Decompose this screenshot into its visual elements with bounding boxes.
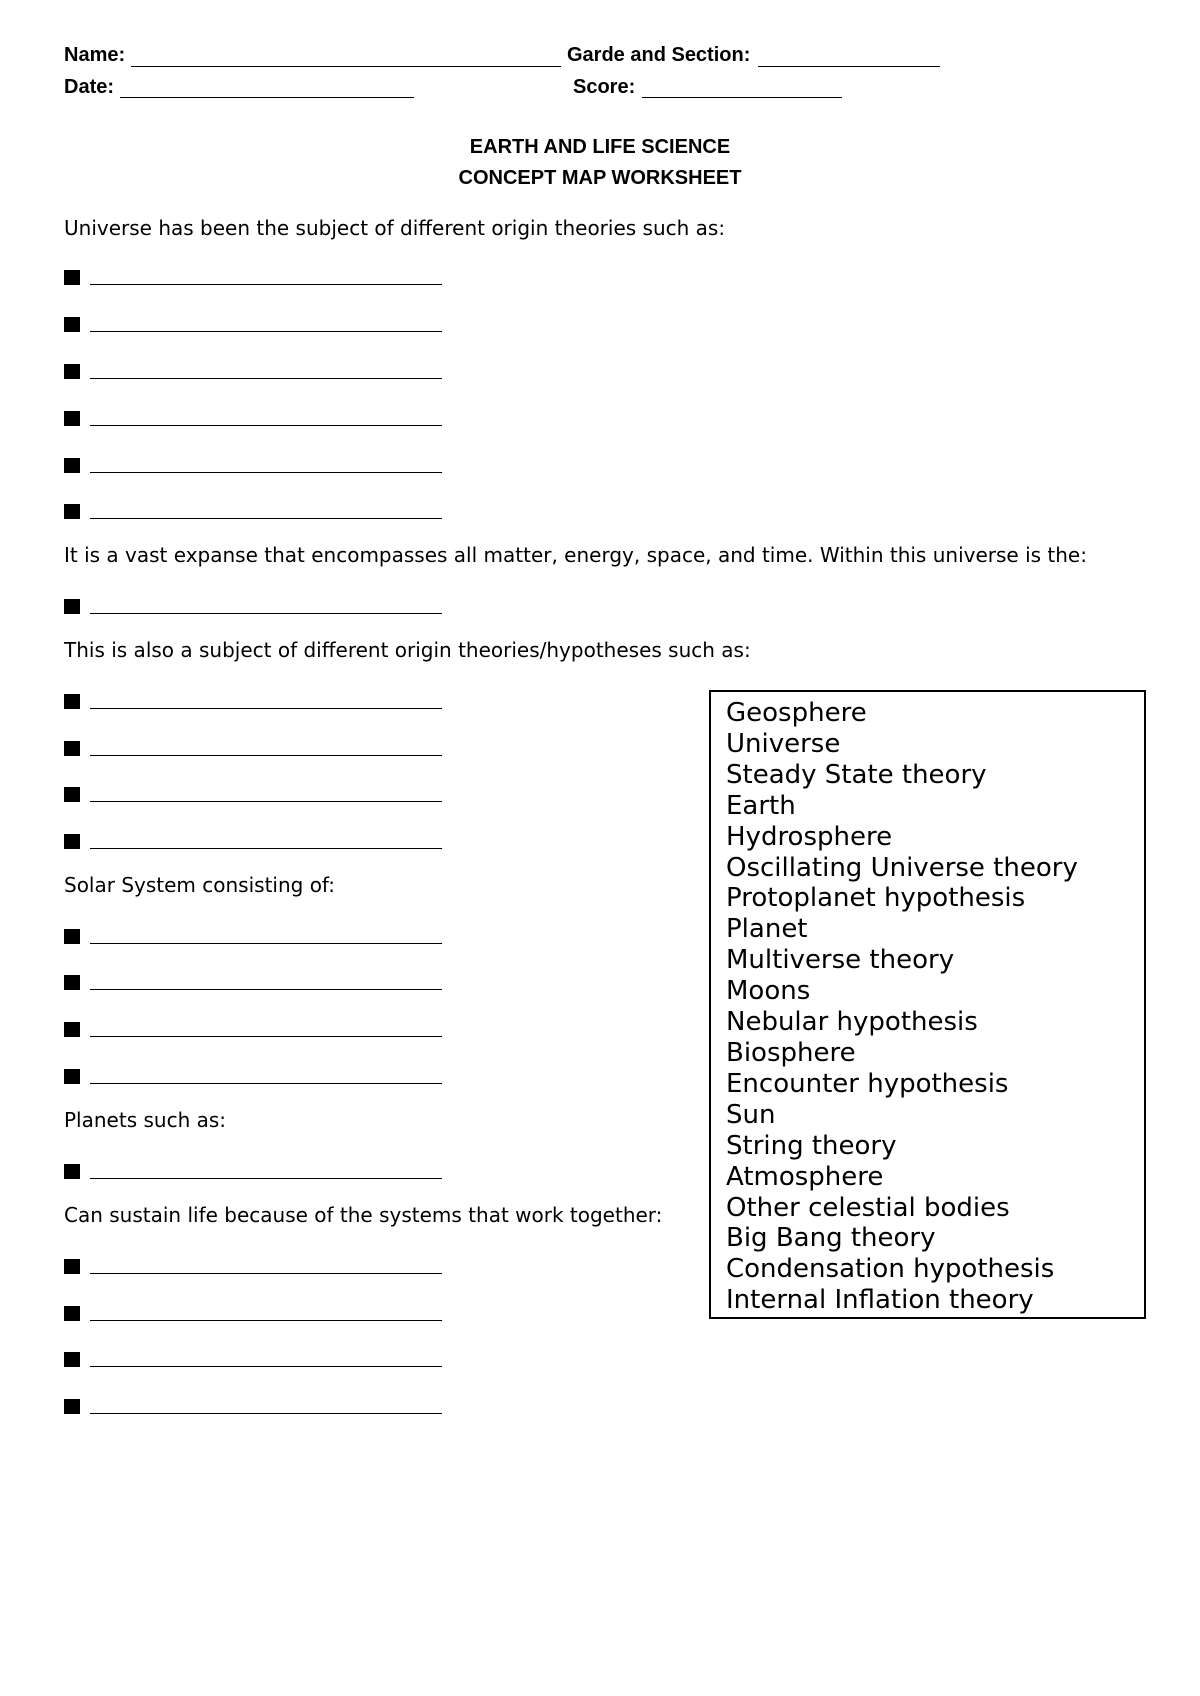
answer-row [64,313,444,337]
answer-blank[interactable] [90,848,442,849]
prompt-earth-systems: Can sustain life because of the systems that work together: [64,1203,663,1227]
word-bank-box [709,690,1146,1319]
answer-blank[interactable] [90,472,442,473]
word-bank-item: Condensation hypothesis [726,1254,1055,1285]
answer-blank[interactable] [90,943,442,944]
square-bullet-icon [64,270,80,285]
name-field[interactable] [131,66,561,67]
answer-row [64,500,444,524]
square-bullet-icon [64,1399,80,1414]
answer-row [64,1065,444,1089]
square-bullet-icon [64,599,80,614]
answer-blank[interactable] [90,284,442,285]
prompt-universe-contains: It is a vast expanse that encompasses all matter, energy, space, and time. Within this universe is the: [64,543,1087,567]
square-bullet-icon [64,694,80,709]
square-bullet-icon [64,1164,80,1179]
word-bank-item: Moons [726,976,811,1007]
answer-row [64,1348,444,1372]
word-bank-item: Protoplanet hypothesis [726,883,1026,914]
word-bank-item: Planet [726,914,808,945]
answer-row [64,1302,444,1326]
square-bullet-icon [64,834,80,849]
answer-blank[interactable] [90,613,442,614]
worksheet-title-line2: CONCEPT MAP WORKSHEET [458,167,742,189]
answer-blank[interactable] [90,989,442,990]
answer-blank[interactable] [90,518,442,519]
word-bank-item: Geosphere [726,698,867,728]
answer-row [64,783,444,807]
answer-row [64,1018,444,1042]
answer-blank[interactable] [90,801,442,802]
square-bullet-icon [64,929,80,944]
answer-row [64,360,444,384]
word-bank-item: Other celestial bodies [726,1192,1010,1223]
prompt-solar-system: Solar System consisting of: [64,873,335,897]
answer-blank[interactable] [90,755,442,756]
date-field[interactable] [120,97,414,98]
word-bank-item: Multiverse theory [726,945,955,976]
answer-row [64,971,444,995]
square-bullet-icon [64,741,80,756]
word-bank-item: Universe [726,728,841,759]
square-bullet-icon [64,1022,80,1037]
square-bullet-icon [64,411,80,426]
answer-blank[interactable] [90,378,442,379]
answer-row [64,830,444,854]
answer-row [64,1255,444,1279]
square-bullet-icon [64,1259,80,1274]
answer-row [64,1160,444,1184]
word-bank-item: Earth [726,790,796,821]
word-bank-item: Atmosphere [726,1161,884,1192]
word-bank-item: Sun [726,1099,776,1130]
word-bank-item: Nebular hypothesis [726,1007,978,1038]
score-field[interactable] [642,97,842,98]
square-bullet-icon [64,1069,80,1084]
answer-blank[interactable] [90,1366,442,1367]
answer-blank[interactable] [90,425,442,426]
date-label: Date: [64,76,115,98]
word-bank-item: Internal Inflation theory [726,1285,1034,1316]
answer-row [64,925,444,949]
name-label: Name: [64,44,126,66]
square-bullet-icon [64,317,80,332]
answer-row [64,1395,444,1419]
answer-blank[interactable] [90,331,442,332]
word-bank-item: Big Bang theory [726,1223,936,1254]
word-bank-item: String theory [726,1130,897,1161]
worksheet-title-line1: EARTH AND LIFE SCIENCE [469,136,731,158]
answer-row [64,737,444,761]
answer-blank[interactable] [90,1413,442,1414]
square-bullet-icon [64,504,80,519]
answer-row [64,454,444,478]
answer-blank[interactable] [90,1273,442,1274]
square-bullet-icon [64,975,80,990]
answer-blank[interactable] [90,708,442,709]
answer-blank[interactable] [90,1320,442,1321]
grade-section-field[interactable] [758,66,940,67]
square-bullet-icon [64,364,80,379]
word-bank-item: Oscillating Universe theory [726,852,1078,883]
square-bullet-icon [64,458,80,473]
score-label: Score: [573,76,636,98]
answer-blank[interactable] [90,1178,442,1179]
answer-row [64,266,444,290]
prompt-planets: Planets such as: [64,1108,227,1132]
answer-row [64,595,444,619]
answer-row [64,690,444,714]
grade-section-label: Garde and Section: [567,44,751,66]
square-bullet-icon [64,1306,80,1321]
square-bullet-icon [64,787,80,802]
answer-row [64,407,444,431]
answer-blank[interactable] [90,1036,442,1037]
square-bullet-icon [64,1352,80,1367]
word-bank-item: Encounter hypothesis [726,1068,1009,1099]
word-bank-item: Hydrosphere [726,821,893,852]
answer-blank[interactable] [90,1083,442,1084]
prompt-origin-hypotheses: This is also a subject of different origin theories/hypotheses such as: [64,638,751,662]
prompt-origin-theories: Universe has been the subject of different origin theories such as: [64,216,726,240]
word-bank-item: Biosphere [726,1037,856,1068]
word-bank-item: Steady State theory [726,759,987,790]
